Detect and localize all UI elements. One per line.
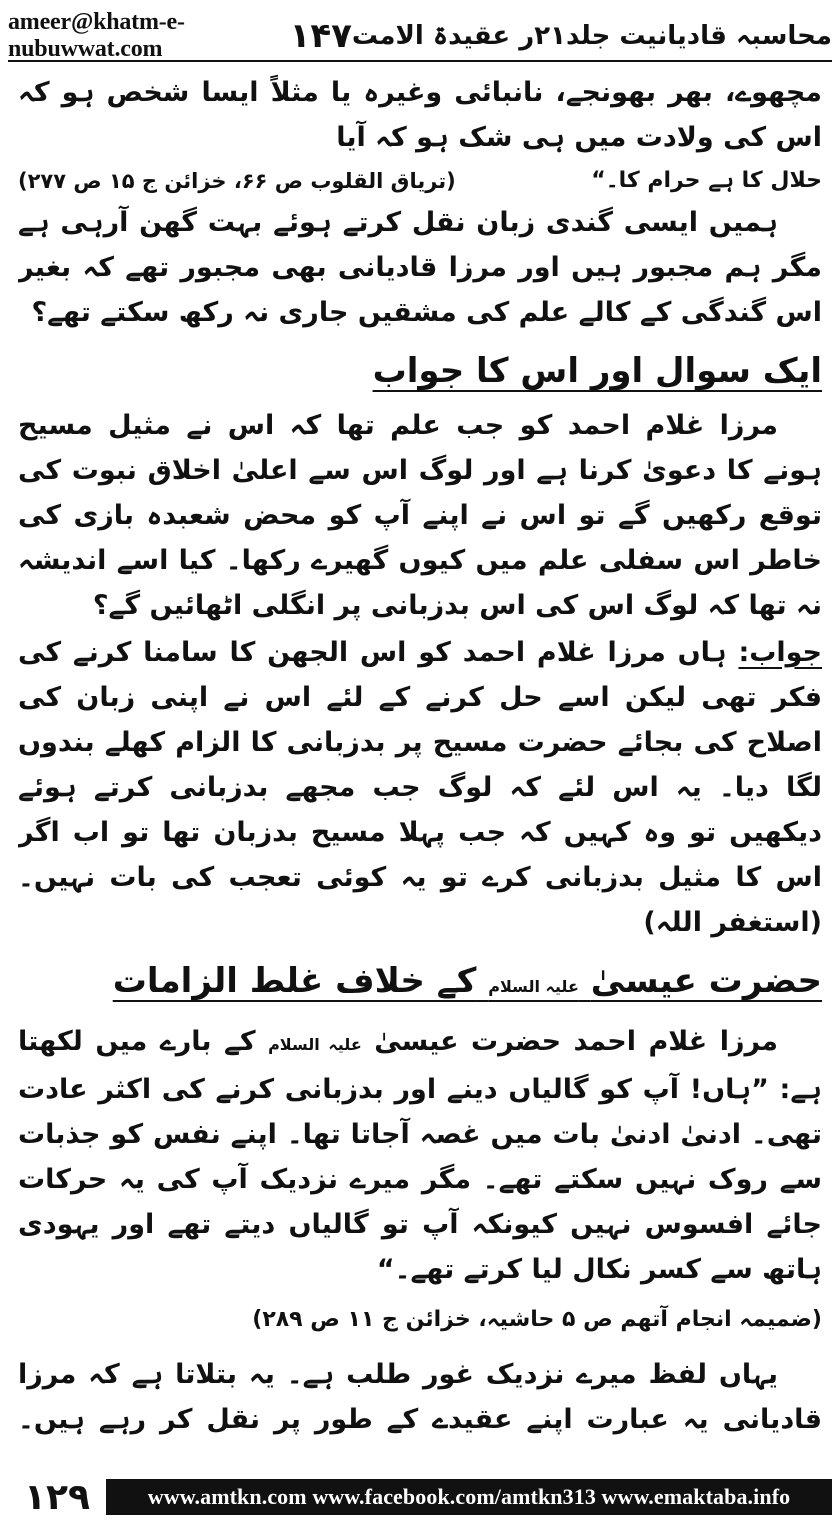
paragraph-4 (18, 630, 822, 945)
page-header (8, 9, 832, 62)
paragraph-5-part-b: کے بارے میں لکھتا ہے: ”ہاں! آپ کو گالیاں دینے اور بدزبانی کرنے کی اکثر عادت تھی۔ ادنیٰ ادنیٰ بات میں غصہ آجاتا تھا۔ اپنے نفس کو جذبات سے روک نہیں سکتے تھے۔ مگر میرے نزدیک آپ کی یہ حرکات جائے افسوس نہیں کیونکہ آپ تو گالیاں دیتے تھے اور یہودی ہاتھ سے کسر نکال لیا کرتے تھے۔“ (18, 1026, 822, 1285)
page-content (18, 70, 822, 1448)
honorific-ligature: علیہ السلام (488, 977, 579, 996)
footer-links[interactable]: www.amtkn.com www.facebook.com/amtkn313 www.emaktaba.info (147, 1484, 791, 1509)
page-footer (8, 1460, 832, 1534)
reference-anjam-atham: (ضمیمہ انجام آتھم ص ۵ حاشیہ، خزائن ج ۱۱ ص ۲۸۹) (252, 1307, 822, 1332)
section-heading-allegations (18, 957, 822, 1011)
header-email[interactable]: ameer@khatm-e-nubuwwat.com (8, 9, 185, 62)
footer-page-number: ۱۲۹ (24, 1476, 90, 1518)
paragraph-5-part-a: مرزا غلام احمد حضرت عیسیٰ (374, 1026, 779, 1057)
footer-links-bar (106, 1479, 832, 1515)
heading-2-part-a: حضرت عیسیٰ (590, 961, 822, 1001)
paragraph-1-end-line (18, 162, 822, 200)
header-book-title: محاسبہ قادیانیت جلد۲۱ر عقیدۃ الامت (351, 21, 832, 51)
header-left-group (8, 9, 352, 63)
answer-text: ہاں مرزا غلام احمد کو اس الجھن کا سامنا کرنے کی فکر تھی لیکن اسے حل کرنے کے لئے اس نے اپنی زبان کی اصلاح کی بجائے حضرت مسیح پر بدزبانی کا الزام کھلے بندوں لگا دیا۔ یہ اس لئے کہ لوگ جب مجھے بدزبانی کرتے ہوئے دیکھیں تو وہ کہیں کہ جب پہلا مسیح بدزبان تھا تو اب اگر اس کا مثیل بدزبانی کرے تو یہ کوئی تعجب کی بات نہیں۔ (استغفر اللہ) (18, 637, 822, 938)
paragraph-2: ہمیں ایسی گندی زبان نقل کرتے ہوئے بہت گھن آرہی ہے مگر ہم مجبور ہیں اور مرزا قادیانی بھی مجبور تھے کہ بغیر اس گندگی کے کالے علم کی مشقیں جاری نہ رکھ سکتے تھے؟ (18, 207, 822, 328)
reference-tiryaq-ul-quloob: (تریاق القلوب ص ۶۶، خزائن ج ۱۵ ص ۲۷۷) (18, 169, 456, 193)
header-page-number: ۱۴۷ (289, 16, 352, 56)
heading-2-part-b: کے خلاف غلط الزامات (112, 961, 477, 1001)
answer-label: جواب: (738, 637, 822, 668)
honorific-ligature-inline: علیہ السلام (268, 1035, 362, 1054)
paragraph-6: یہاں لفظ میرے نزدیک غور طلب ہے۔ یہ بتلاتا ہے کہ مرزا قادیانی یہ عبارت اپنے عقیدے کے طور پر نقل کر رہے ہیں۔ (18, 1359, 822, 1435)
paragraph-1-end: حلال کا ہے حرام کا۔“ (591, 168, 822, 193)
paragraph-3: مرزا غلام احمد کو جب علم تھا کہ اس نے مثیل مسیح ہونے کا دعویٰ کرنا ہے اور لوگ اس سے اعلیٰ اخلاق نبوت کی توقع رکھیں گے تو اس نے اپنے آپ کو محض شعبدہ بازی کی خاطر اس سفلی علم میں کیوں گھیرے رکھا۔ کیا اسے اندیشہ نہ تھا کہ لوگ اس کی اس بدزبانی پر انگلی اٹھائیں گے؟ (18, 410, 822, 621)
paragraph-1: مچھوے، بھر بھونجے، نانبائی وغیرہ یا مثلاً ایسا شخص ہو کہ اس کی ولادت میں ہی شک ہو کہ آیا (18, 77, 822, 153)
section-heading-question-answer: ایک سوال اور اس کا جواب (372, 351, 822, 391)
paragraph-5 (18, 1019, 822, 1292)
